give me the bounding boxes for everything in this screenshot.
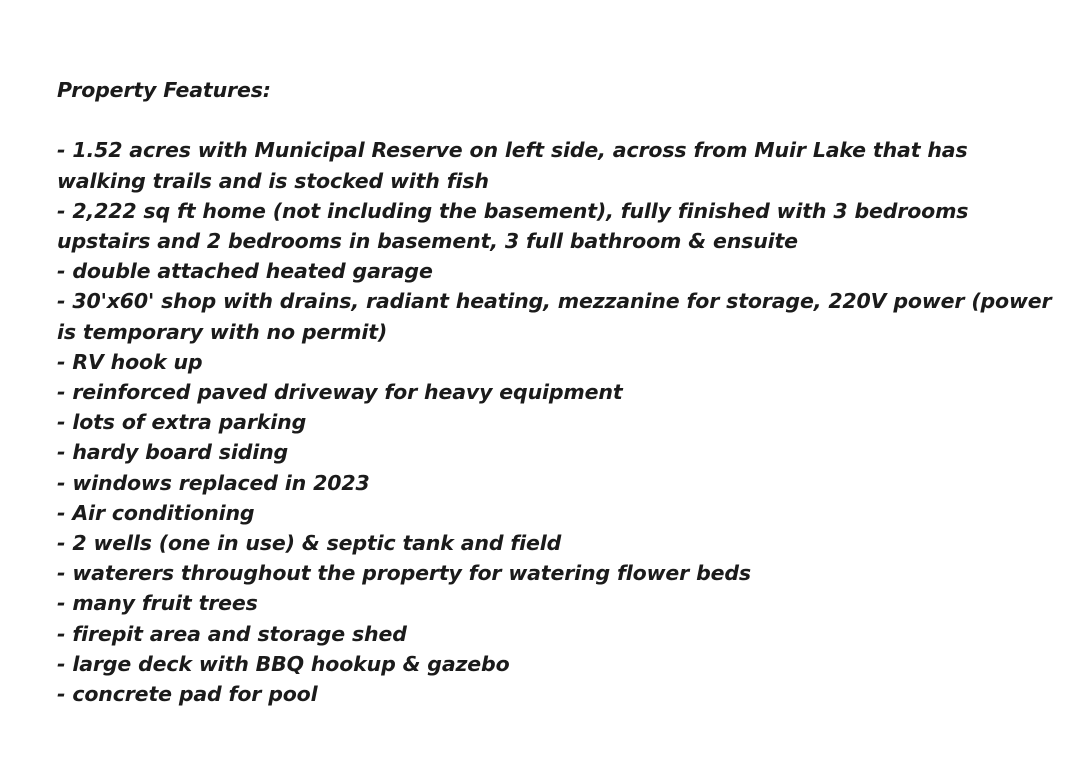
list-item: - large deck with BBQ hookup & gazebo [57,651,510,676]
page-title: Property Features: [57,78,271,102]
list-item: - firepit area and storage shed [57,621,407,646]
list-item: - waterers throughout the property for watering flower beds [57,561,751,586]
list-item: - concrete pad for pool [57,682,318,707]
list-item: - 2 wells (one in use) & septic tank and field [57,531,562,556]
list-item: - windows replaced in 2023 [57,470,370,495]
list-item: - hardy board siding [57,440,289,465]
list-item: - double attached heated garage [57,259,433,284]
list-item: - reinforced paved driveway for heavy equipment [57,380,623,405]
list-item: - Air conditioning [57,500,255,525]
list-item: - many fruit trees [57,591,258,616]
list-item: - 2,222 sq ft home (not including the basement), fully finished with 3 bedrooms upstairs and 2 bedrooms in basement, 3 full bathroom & ensuite [57,198,969,253]
list-item: - 1.52 acres with Municipal Reserve on left side, across from Muir Lake that has walking trails and is stocked with fish [57,138,968,193]
list-item: - lots of extra parking [57,410,307,435]
list-item: - 30'x60' shop with drains, radiant heating, mezzanine for storage, 220V power (power is temporary with no permit) [57,289,1052,344]
document-body [57,75,1057,709]
list-item: - RV hook up [57,349,203,374]
blank-line [57,105,1057,135]
feature-list [57,135,1057,709]
